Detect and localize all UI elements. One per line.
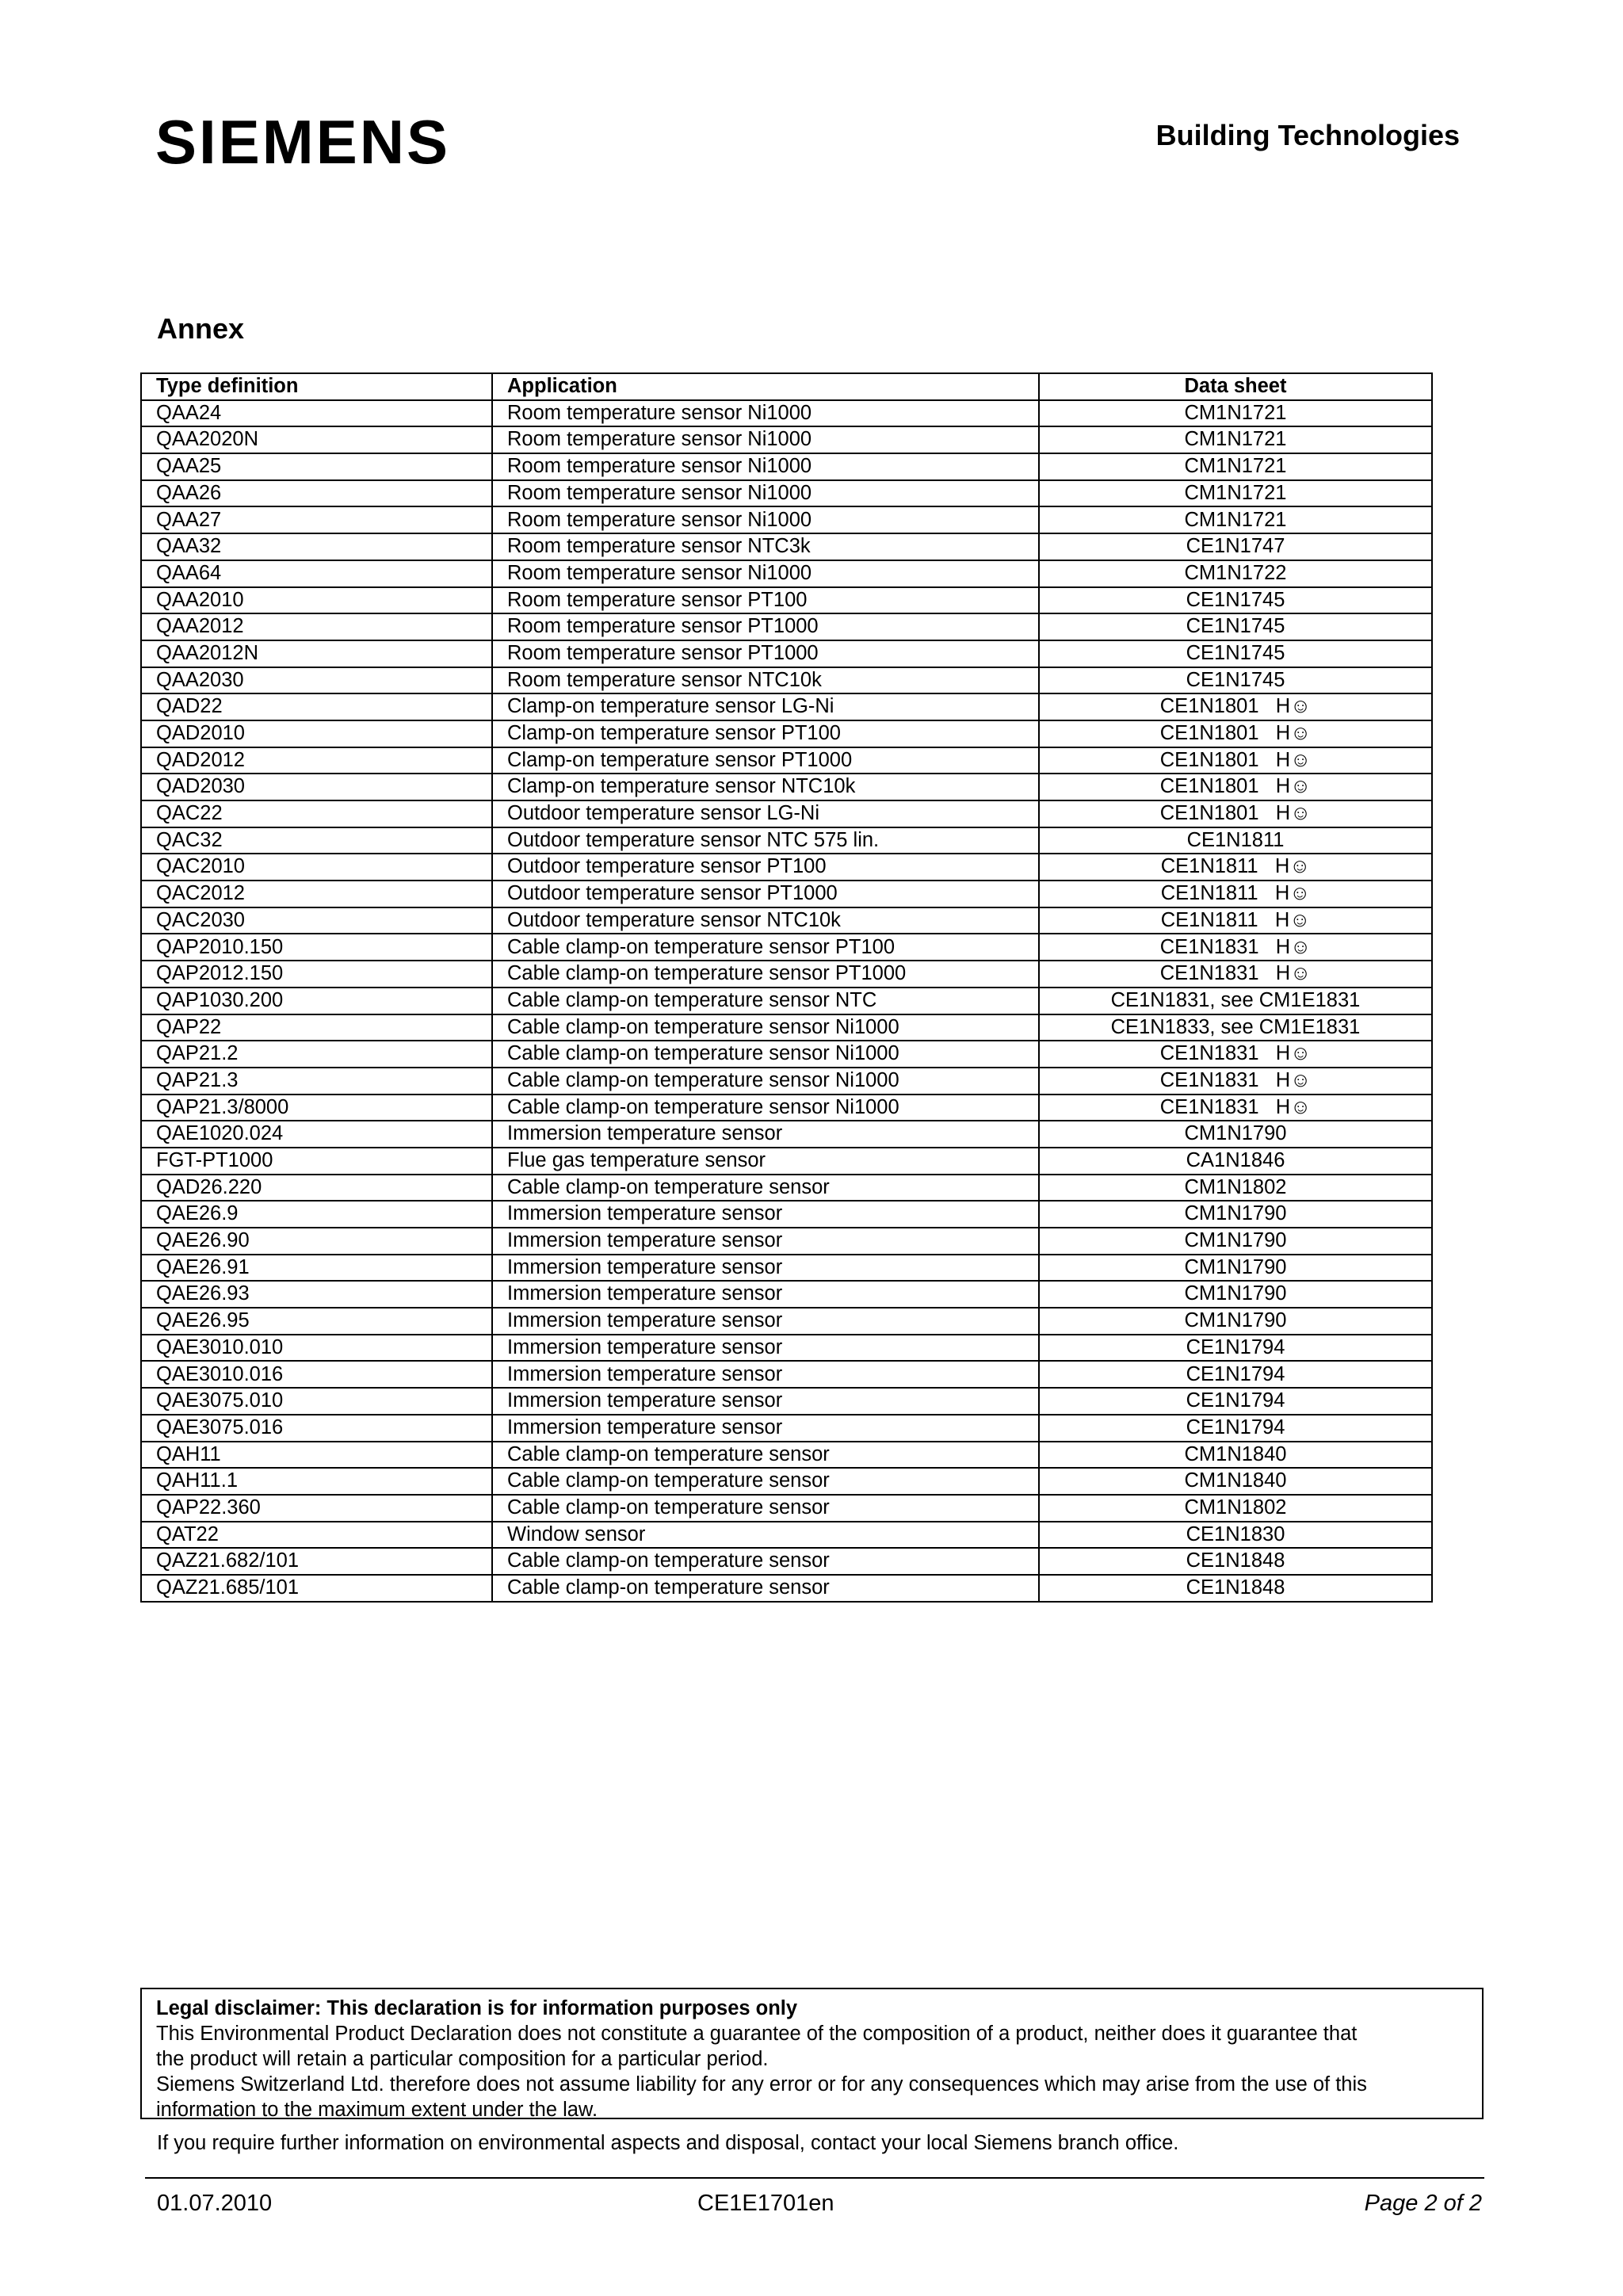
cell-application: Outdoor temperature sensor NTC 575 lin. xyxy=(492,827,1039,854)
table-row xyxy=(141,1415,1432,1442)
cell-application: Outdoor temperature sensor PT1000 xyxy=(492,881,1039,907)
cell-data-sheet: CE1N1811 H☺ xyxy=(1039,907,1432,934)
cell-type-definition: QAE26.95 xyxy=(141,1308,492,1335)
table-row xyxy=(141,854,1432,881)
cell-type-definition: QAD2030 xyxy=(141,774,492,800)
cell-application: Flue gas temperature sensor xyxy=(492,1148,1039,1175)
cell-type-definition: QAE3010.016 xyxy=(141,1361,492,1388)
table-row xyxy=(141,667,1432,694)
cell-type-definition: QAC32 xyxy=(141,827,492,854)
cell-application: Immersion temperature sensor xyxy=(492,1308,1039,1335)
cell-type-definition: QAA64 xyxy=(141,560,492,587)
table-row xyxy=(141,800,1432,827)
header-data-sheet: Data sheet xyxy=(1039,373,1432,400)
cell-type-definition: QAP21.2 xyxy=(141,1041,492,1068)
cell-application: Cable clamp-on temperature sensor Ni1000 xyxy=(492,1041,1039,1068)
disclaimer-heading: Legal disclaimer: This declaration is for information purposes only xyxy=(156,1997,798,2019)
cell-data-sheet: CE1N1801 H☺ xyxy=(1039,800,1432,827)
table-row xyxy=(141,1495,1432,1522)
disclaimer-line: This Environmental Product Declaration does not constitute a guarantee of the composition of a product, neither does it guarantee that xyxy=(156,2023,1358,2045)
cell-type-definition: QAA2012N xyxy=(141,640,492,667)
cell-data-sheet: CM1N1721 xyxy=(1039,426,1432,453)
footer-document-id: CE1E1701en xyxy=(697,2191,834,2216)
cell-application: Immersion temperature sensor xyxy=(492,1255,1039,1282)
cell-type-definition: QAP22.360 xyxy=(141,1495,492,1522)
cell-data-sheet: CM1N1722 xyxy=(1039,560,1432,587)
table-row xyxy=(141,881,1432,907)
cell-type-definition: QAP21.3/8000 xyxy=(141,1095,492,1121)
cell-data-sheet: CE1N1848 xyxy=(1039,1575,1432,1602)
cell-data-sheet: CM1N1721 xyxy=(1039,400,1432,427)
cell-data-sheet: CM1N1790 xyxy=(1039,1201,1432,1228)
cell-application: Room temperature sensor Ni1000 xyxy=(492,506,1039,533)
cell-data-sheet: CE1N1848 xyxy=(1039,1548,1432,1575)
cell-data-sheet: CE1N1801 H☺ xyxy=(1039,747,1432,774)
cell-application: Immersion temperature sensor xyxy=(492,1361,1039,1388)
cell-type-definition: QAC2012 xyxy=(141,881,492,907)
cell-data-sheet: CE1N1831, see CM1E1831 xyxy=(1039,988,1432,1014)
cell-application: Window sensor xyxy=(492,1522,1039,1549)
cell-type-definition: QAE3010.010 xyxy=(141,1335,492,1362)
cell-type-definition: QAA32 xyxy=(141,533,492,560)
cell-type-definition: QAD26.220 xyxy=(141,1175,492,1201)
table-row xyxy=(141,560,1432,587)
cell-type-definition: QAA27 xyxy=(141,506,492,533)
cell-data-sheet: CM1N1721 xyxy=(1039,480,1432,507)
cell-type-definition: QAE26.90 xyxy=(141,1228,492,1255)
cell-type-definition: QAA2020N xyxy=(141,426,492,453)
disclaimer-line: the product will retain a particular composition for a particular period. xyxy=(156,2048,769,2070)
table-row xyxy=(141,453,1432,480)
cell-application: Cable clamp-on temperature sensor xyxy=(492,1468,1039,1495)
cell-data-sheet: CE1N1745 xyxy=(1039,613,1432,640)
table-row xyxy=(141,1522,1432,1549)
cell-type-definition: QAA2010 xyxy=(141,587,492,614)
cell-data-sheet: CE1N1794 xyxy=(1039,1415,1432,1442)
cell-type-definition: QAP2010.150 xyxy=(141,934,492,961)
cell-type-definition: QAA2030 xyxy=(141,667,492,694)
table-row xyxy=(141,774,1432,800)
cell-data-sheet: CE1N1831 H☺ xyxy=(1039,1068,1432,1095)
cell-application: Room temperature sensor NTC10k xyxy=(492,667,1039,694)
cell-type-definition: QAD22 xyxy=(141,693,492,720)
cell-type-definition: QAC2010 xyxy=(141,854,492,881)
table-row xyxy=(141,907,1432,934)
cell-data-sheet: CE1N1745 xyxy=(1039,640,1432,667)
cell-application: Room temperature sensor NTC3k xyxy=(492,533,1039,560)
cell-application: Outdoor temperature sensor NTC10k xyxy=(492,907,1039,934)
cell-data-sheet: CE1N1745 xyxy=(1039,587,1432,614)
division-title: Building Technologies xyxy=(1155,119,1460,151)
table-row xyxy=(141,1361,1432,1388)
cell-type-definition: QAE26.93 xyxy=(141,1281,492,1308)
header-type-definition: Type definition xyxy=(141,373,492,400)
section-title: Annex xyxy=(157,312,245,345)
cell-application: Immersion temperature sensor xyxy=(492,1415,1039,1442)
table-row xyxy=(141,426,1432,453)
cell-application: Room temperature sensor Ni1000 xyxy=(492,480,1039,507)
annex-table xyxy=(140,372,1433,1603)
cell-data-sheet: CE1N1745 xyxy=(1039,667,1432,694)
cell-data-sheet: CE1N1811 H☺ xyxy=(1039,854,1432,881)
cell-data-sheet: CE1N1830 xyxy=(1039,1522,1432,1549)
table-row xyxy=(141,1255,1432,1282)
cell-application: Immersion temperature sensor xyxy=(492,1335,1039,1362)
cell-application: Clamp-on temperature sensor LG-Ni xyxy=(492,693,1039,720)
cell-type-definition: QAD2010 xyxy=(141,720,492,747)
cell-application: Room temperature sensor PT1000 xyxy=(492,640,1039,667)
cell-application: Room temperature sensor PT100 xyxy=(492,587,1039,614)
cell-data-sheet: CM1N1790 xyxy=(1039,1281,1432,1308)
table-row xyxy=(141,1148,1432,1175)
cell-data-sheet: CE1N1833, see CM1E1831 xyxy=(1039,1014,1432,1041)
cell-type-definition: QAE3075.016 xyxy=(141,1415,492,1442)
table-row xyxy=(141,1068,1432,1095)
cell-data-sheet: CE1N1794 xyxy=(1039,1335,1432,1362)
cell-type-definition: QAZ21.685/101 xyxy=(141,1575,492,1602)
cell-data-sheet: CM1N1721 xyxy=(1039,453,1432,480)
table-row xyxy=(141,720,1432,747)
cell-data-sheet: CE1N1801 H☺ xyxy=(1039,774,1432,800)
cell-application: Immersion temperature sensor xyxy=(492,1388,1039,1415)
cell-type-definition: QAZ21.682/101 xyxy=(141,1548,492,1575)
cell-type-definition: QAP22 xyxy=(141,1014,492,1041)
footer-date: 01.07.2010 xyxy=(157,2191,273,2216)
cell-application: Room temperature sensor Ni1000 xyxy=(492,453,1039,480)
cell-type-definition: QAE3075.010 xyxy=(141,1388,492,1415)
cell-application: Cable clamp-on temperature sensor PT1000 xyxy=(492,961,1039,988)
table-row xyxy=(141,693,1432,720)
table-row xyxy=(141,1095,1432,1121)
cell-application: Clamp-on temperature sensor PT100 xyxy=(492,720,1039,747)
cell-data-sheet: CE1N1831 H☺ xyxy=(1039,961,1432,988)
cell-data-sheet: CM1N1790 xyxy=(1039,1308,1432,1335)
cell-data-sheet: CM1N1840 xyxy=(1039,1442,1432,1469)
table-row xyxy=(141,400,1432,427)
table-row xyxy=(141,747,1432,774)
table-row xyxy=(141,1442,1432,1469)
cell-type-definition: QAP2012.150 xyxy=(141,961,492,988)
table-row xyxy=(141,1335,1432,1362)
cell-type-definition: QAA26 xyxy=(141,480,492,507)
table-row xyxy=(141,587,1432,614)
cell-application: Clamp-on temperature sensor PT1000 xyxy=(492,747,1039,774)
table-row xyxy=(141,1548,1432,1575)
cell-application: Cable clamp-on temperature sensor xyxy=(492,1442,1039,1469)
cell-data-sheet: CE1N1794 xyxy=(1039,1361,1432,1388)
cell-application: Immersion temperature sensor xyxy=(492,1228,1039,1255)
cell-data-sheet: CM1N1721 xyxy=(1039,506,1432,533)
cell-application: Room temperature sensor Ni1000 xyxy=(492,560,1039,587)
cell-application: Cable clamp-on temperature sensor xyxy=(492,1575,1039,1602)
table-row xyxy=(141,1308,1432,1335)
cell-data-sheet: CA1N1846 xyxy=(1039,1148,1432,1175)
siemens-logo: SIEMENS xyxy=(155,107,451,177)
cell-application: Cable clamp-on temperature sensor Ni1000 xyxy=(492,1014,1039,1041)
table-row xyxy=(141,1228,1432,1255)
cell-type-definition: FGT-PT1000 xyxy=(141,1148,492,1175)
header-application: Application xyxy=(492,373,1039,400)
footer-page-number: Page 2 of 2 xyxy=(1364,2191,1482,2216)
table-row xyxy=(141,1014,1432,1041)
table-row xyxy=(141,988,1432,1014)
table-row xyxy=(141,1468,1432,1495)
cell-application: Outdoor temperature sensor LG-Ni xyxy=(492,800,1039,827)
cell-data-sheet: CE1N1811 H☺ xyxy=(1039,881,1432,907)
cell-type-definition: QAT22 xyxy=(141,1522,492,1549)
cell-type-definition: QAH11.1 xyxy=(141,1468,492,1495)
legal-disclaimer-box xyxy=(140,1988,1484,2119)
cell-data-sheet: CM1N1790 xyxy=(1039,1121,1432,1148)
cell-application: Cable clamp-on temperature sensor NTC xyxy=(492,988,1039,1014)
cell-application: Immersion temperature sensor xyxy=(492,1201,1039,1228)
contact-note: If you require further information on environmental aspects and disposal, contact your local Siemens branch office. xyxy=(157,2132,1179,2154)
cell-type-definition: QAP1030.200 xyxy=(141,988,492,1014)
table-row xyxy=(141,1201,1432,1228)
cell-type-definition: QAA25 xyxy=(141,453,492,480)
cell-data-sheet: CE1N1801 H☺ xyxy=(1039,720,1432,747)
cell-application: Room temperature sensor Ni1000 xyxy=(492,400,1039,427)
table-row xyxy=(141,1121,1432,1148)
table-row xyxy=(141,961,1432,988)
cell-data-sheet: CM1N1802 xyxy=(1039,1495,1432,1522)
table-row xyxy=(141,934,1432,961)
table-row xyxy=(141,827,1432,854)
disclaimer-line: information to the maximum extent under the law. xyxy=(156,2099,598,2121)
cell-application: Cable clamp-on temperature sensor xyxy=(492,1495,1039,1522)
table-row xyxy=(141,1175,1432,1201)
cell-type-definition: QAE1020.024 xyxy=(141,1121,492,1148)
cell-data-sheet: CE1N1801 H☺ xyxy=(1039,693,1432,720)
cell-application: Immersion temperature sensor xyxy=(492,1281,1039,1308)
cell-type-definition: QAC22 xyxy=(141,800,492,827)
table-row xyxy=(141,640,1432,667)
cell-data-sheet: CM1N1790 xyxy=(1039,1228,1432,1255)
cell-data-sheet: CE1N1831 H☺ xyxy=(1039,934,1432,961)
cell-data-sheet: CE1N1811 xyxy=(1039,827,1432,854)
table-body xyxy=(141,400,1432,1602)
cell-type-definition: QAC2030 xyxy=(141,907,492,934)
cell-data-sheet: CM1N1802 xyxy=(1039,1175,1432,1201)
cell-application: Outdoor temperature sensor PT100 xyxy=(492,854,1039,881)
table-row xyxy=(141,533,1432,560)
cell-data-sheet: CM1N1840 xyxy=(1039,1468,1432,1495)
cell-type-definition: QAA24 xyxy=(141,400,492,427)
cell-application: Room temperature sensor PT1000 xyxy=(492,613,1039,640)
cell-data-sheet: CE1N1794 xyxy=(1039,1388,1432,1415)
cell-type-definition: QAD2012 xyxy=(141,747,492,774)
table-row xyxy=(141,480,1432,507)
table-row xyxy=(141,1041,1432,1068)
cell-application: Clamp-on temperature sensor NTC10k xyxy=(492,774,1039,800)
cell-type-definition: QAE26.91 xyxy=(141,1255,492,1282)
disclaimer-line: Siemens Switzerland Ltd. therefore does not assume liability for any error or for any consequences which may arise from the use of this xyxy=(156,2073,1367,2095)
table-row xyxy=(141,613,1432,640)
cell-application: Cable clamp-on temperature sensor xyxy=(492,1548,1039,1575)
table-row xyxy=(141,1575,1432,1602)
cell-data-sheet: CM1N1790 xyxy=(1039,1255,1432,1282)
cell-type-definition: QAE26.9 xyxy=(141,1201,492,1228)
cell-application: Cable clamp-on temperature sensor Ni1000 xyxy=(492,1095,1039,1121)
cell-application: Cable clamp-on temperature sensor PT100 xyxy=(492,934,1039,961)
cell-application: Cable clamp-on temperature sensor Ni1000 xyxy=(492,1068,1039,1095)
footer-divider xyxy=(145,2177,1484,2179)
cell-application: Room temperature sensor Ni1000 xyxy=(492,426,1039,453)
table-row xyxy=(141,506,1432,533)
cell-application: Immersion temperature sensor xyxy=(492,1121,1039,1148)
cell-application: Cable clamp-on temperature sensor xyxy=(492,1175,1039,1201)
cell-type-definition: QAH11 xyxy=(141,1442,492,1469)
cell-type-definition: QAA2012 xyxy=(141,613,492,640)
table-row xyxy=(141,1388,1432,1415)
cell-data-sheet: CE1N1747 xyxy=(1039,533,1432,560)
cell-type-definition: QAP21.3 xyxy=(141,1068,492,1095)
table-header-row xyxy=(141,373,1432,400)
table-row xyxy=(141,1281,1432,1308)
cell-data-sheet: CE1N1831 H☺ xyxy=(1039,1095,1432,1121)
cell-data-sheet: CE1N1831 H☺ xyxy=(1039,1041,1432,1068)
